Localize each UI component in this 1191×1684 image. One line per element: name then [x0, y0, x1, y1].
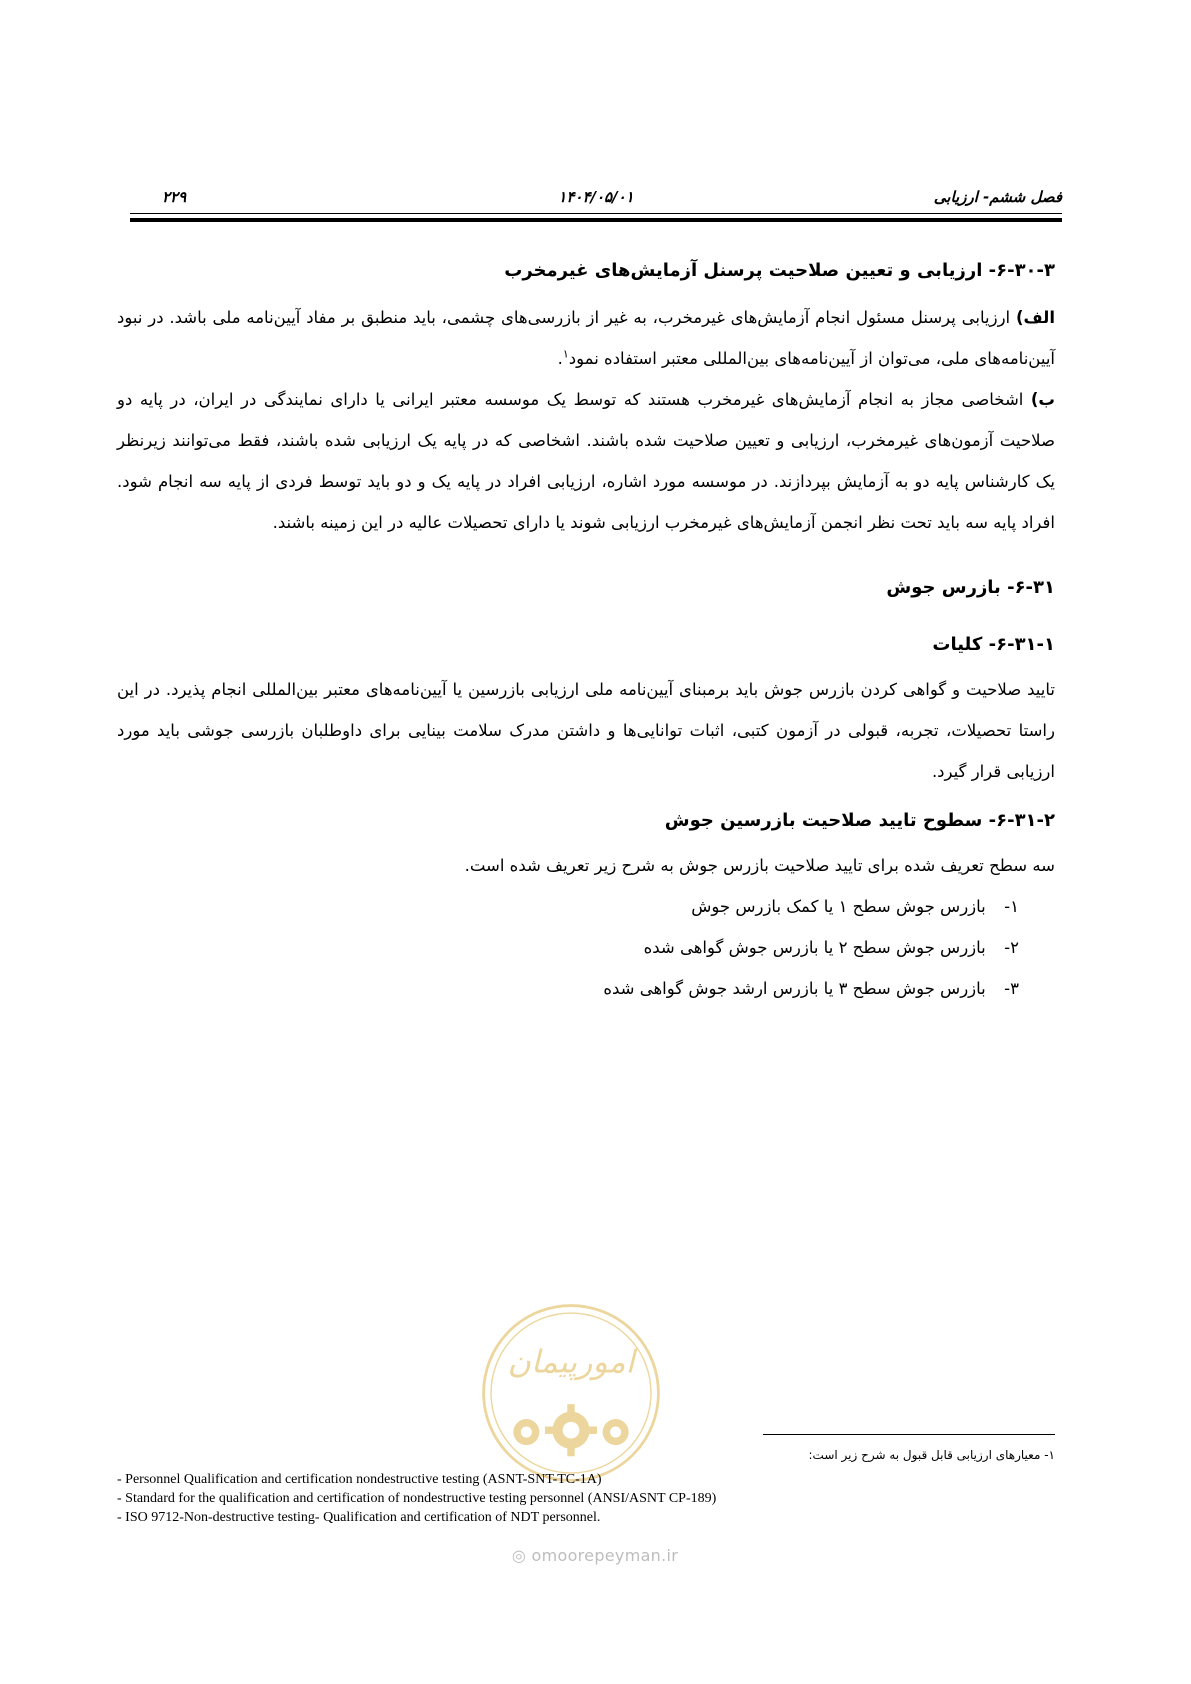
paragraph-alef-text: ارزیابی پرسنل مسئول انجام آزمایش‌های غیرمخرب، به غیر از بازرسی‌های چشمی، باید منطبق بر مفاد آیین‌نامه ملی باشد. در نبود آیین‌نامه‌های ملی، می‌توان از آیین‌نامه‌های بین‌المللی معتبر استفاده نمود: [117, 308, 1055, 368]
inspector-levels-list: [117, 886, 1055, 1009]
footnote-mark[interactable]: ۱: [562, 347, 569, 361]
section-heading-6-31-1: ۶-۳۱-۱- کلیات: [932, 634, 1055, 655]
list-item-text: بازرس جوش سطح ۱ یا کمک بازرس جوش: [691, 897, 986, 916]
page-body: [117, 250, 1055, 1009]
list-item: [117, 886, 1019, 927]
globe-icon: ◎: [511, 1546, 527, 1565]
paragraph-generalities: تایید صلاحیت و گواهی کردن بازرس جوش باید برمبنای آیین‌نامه ملی ارزیابی بازرسین یا آیین‌نامه‌های معتبر بین‌المللی انجام پذیرد. در این راستا تحصیلات، تجربه، قبولی در آزمون کتبی، اثبات توانایی‌ها و داشتن مدرک سلامت بینایی برای داوطلبان بازرسی جوشی باید مورد ارزیابی قرار گیرد.: [117, 680, 1055, 781]
footnote-label: ۱- معیارهای ارزیابی قابل قبول به شرح زیر است:: [808, 1448, 1055, 1462]
header-date: ۱۴۰۴/۰۵/۰۱: [558, 188, 634, 206]
page-number: ۲۲۹: [162, 188, 187, 206]
footnote-rule: [763, 1434, 1055, 1435]
svg-text:امورپیمان: امورپیمان: [507, 1344, 635, 1381]
list-item-number: ۲-: [1004, 938, 1019, 957]
site-watermark: [480, 1546, 710, 1565]
header-rule-thin: [130, 213, 1062, 214]
list-item-text: بازرس جوش سطح ۲ یا بازرس جوش گواهی شده: [643, 938, 986, 957]
paragraph-be-lead: ب): [1030, 390, 1055, 409]
paragraph-be-text: اشخاصی مجاز به انجام آزمایش‌های غیرمخرب هستند که توسط یک موسسه معتبر ایرانی یا دارای نمایندگی در ایران، در پایه دو صلاحیت آزمون‌های غیرمخرب، ارزیابی و تعیین صلاحیت شده باشند. اشخاصی که در پایه یک ارزیابی شده باشند، فقط می‌توانند زیرنظر یک کارشناس پایه دو به آزمایش بپردازند. در موسسه مورد اشاره، ارزیابی افراد در پایه یک و دو باید توسط فردی از پایه سه انجام شود. افراد پایه سه باید تحت نظر انجمن آزمایش‌های غیرمخرب ارزیابی شوند یا دارای تحصیلات عالیه در این زمینه باشند.: [117, 390, 1055, 532]
page-header: [130, 188, 1062, 214]
section-heading-6-30-3: ۶-۳۰-۳- ارزیابی و تعیین صلاحیت پرسنل آزمایش‌های غیرمخرب: [504, 260, 1055, 281]
paragraph-alef-end: .: [557, 349, 563, 368]
seal-logo: [478, 1300, 664, 1486]
section-heading-6-31: ۶-۳۱- بازرس جوش: [886, 577, 1055, 598]
list-item: [117, 968, 1019, 1009]
chapter-title: فصل ششم- ارزیابی: [933, 188, 1062, 206]
list-item-text: بازرس جوش سطح ۳ یا بازرس ارشد جوش گواهی شده: [603, 979, 986, 998]
footnote-reference: - ISO 9712-Non-destructive testing- Qualification and certification of NDT personnel.: [117, 1510, 601, 1525]
footnote-reference: - Standard for the qualification and certification of nondestructive testing personnel (ANSI/ASNT CP-189): [117, 1491, 717, 1506]
paragraph-levels-intro: سه سطح تعریف شده برای تایید صلاحیت بازرس جوش به شرح زیر تعریف شده است.: [464, 856, 1055, 875]
footnote-references: [117, 1470, 1017, 1527]
paragraph-alef: [117, 297, 1055, 379]
section-heading-6-31-2: ۶-۳۱-۲- سطوح تایید صلاحیت بازرسین جوش: [664, 810, 1055, 831]
list-item-number: ۳-: [1004, 979, 1019, 998]
footnote-reference: - Personnel Qualification and certification nondestructive testing (ASNT-SNT-TC-1A): [117, 1472, 602, 1487]
watermark-text: omoorepeyman.ir: [531, 1546, 679, 1565]
list-item-number: ۱-: [1004, 897, 1019, 916]
paragraph-alef-lead: الف): [1015, 308, 1055, 327]
paragraph-be: [117, 379, 1055, 543]
header-rule-thick: [130, 218, 1062, 222]
list-item: [117, 927, 1019, 968]
